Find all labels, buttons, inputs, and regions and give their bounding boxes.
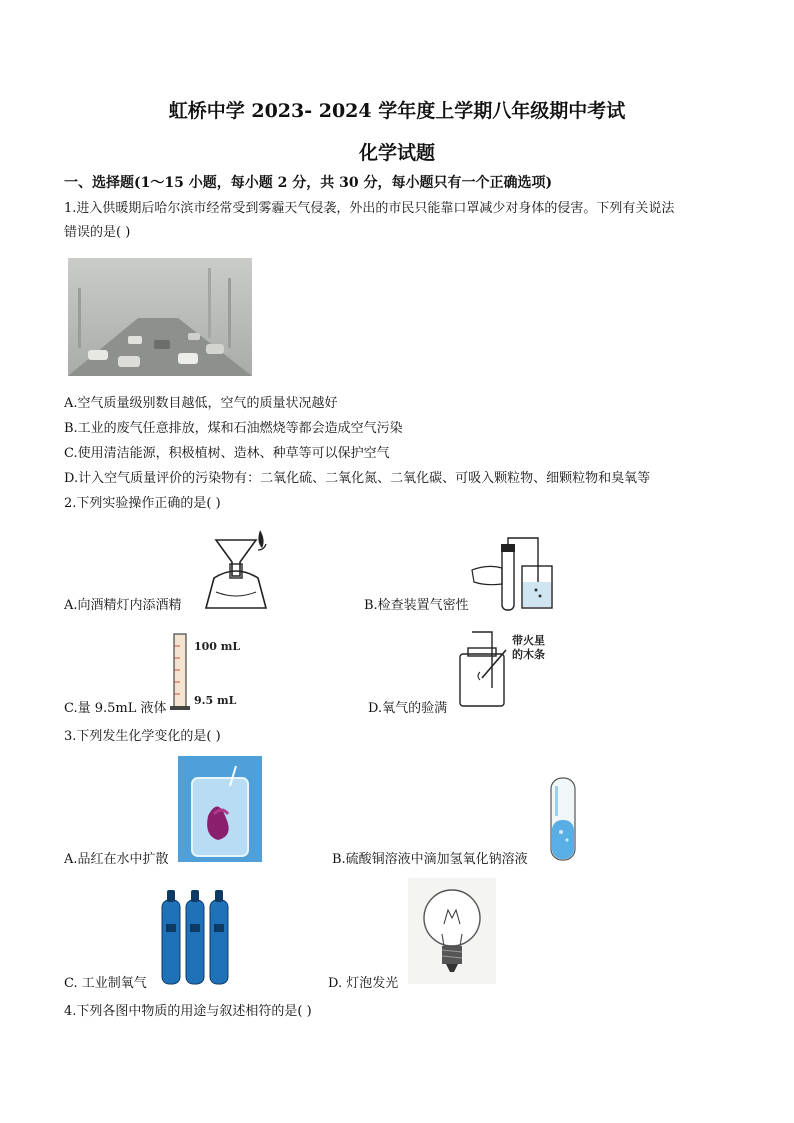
- magenta-diffusion-photo: [178, 756, 262, 862]
- q4-stem: 4.下列各图中物质的用途与叙述相符的是( ): [64, 1004, 312, 1019]
- q1-option-c: C.使用清洁能源，积极植树、造林、种草等可以保护空气: [64, 446, 390, 461]
- q3-option-b: B.硫酸铜溶液中滴加氢氧化钠溶液: [332, 852, 528, 867]
- graduated-cylinder-figure: [168, 626, 250, 712]
- q3-option-a: A.品红在水中扩散: [64, 852, 169, 867]
- smog-road-photo: [68, 258, 252, 376]
- q1-stem-line1: 1.进入供暖期后哈尔滨市经常受到雾霾天气侵袭，外出的市民只能靠口罩减少对身体的侵害。下列有关说法: [64, 201, 675, 216]
- q1-option-a: A.空气质量级别数目越低，空气的质量状况越好: [64, 396, 338, 411]
- q2-option-a: A.向酒精灯内添酒精: [64, 598, 182, 613]
- splint-label-line1: 带火星: [512, 634, 545, 647]
- copper-sulfate-tube-photo: [547, 776, 579, 864]
- cylinder-bottom-label: 9.5 mL: [194, 694, 237, 707]
- q1-stem-line2: 错误的是( ): [64, 225, 131, 240]
- airtightness-check-figure: [468, 534, 580, 612]
- cylinder-top-label: 100 mL: [194, 640, 241, 653]
- q2-stem: 2.下列实验操作正确的是( ): [64, 496, 221, 511]
- exam-title: 虹桥中学 2023- 2024 学年度上学期八年级期中考试: [168, 100, 626, 122]
- q3-option-c: C. 工业制氧气: [64, 976, 147, 991]
- q1-option-d: D.计入空气质量评价的污染物有：二氧化硫、二氧化氮、二氧化碳、可吸入颗粒物、细颗粒物和臭氧等: [64, 471, 651, 486]
- section-heading: 一、选择题(1～15 小题，每小题 2 分，共 30 分，每小题只有一个正确选项): [64, 175, 553, 191]
- q1-option-b: B.工业的废气任意排放，煤和石油燃烧等都会造成空气污染: [64, 421, 403, 436]
- oxygen-cylinders-photo: [156, 888, 236, 986]
- q3-option-d: D. 灯泡发光: [328, 976, 399, 991]
- oxygen-full-test-figure: [456, 628, 552, 710]
- alcohol-lamp-refill-figure: [196, 520, 276, 610]
- splint-label-line2: 的木条: [512, 648, 545, 661]
- exam-subtitle: 化学试题: [358, 142, 435, 164]
- q2-option-c: C.量 9.5mL 液体: [64, 701, 167, 716]
- light-bulb-photo: [408, 878, 496, 984]
- q2-option-b: B.检查装置气密性: [364, 598, 469, 613]
- q2-option-d: D.氧气的验满: [368, 701, 448, 716]
- q3-stem: 3.下列发生化学变化的是( ): [64, 729, 221, 744]
